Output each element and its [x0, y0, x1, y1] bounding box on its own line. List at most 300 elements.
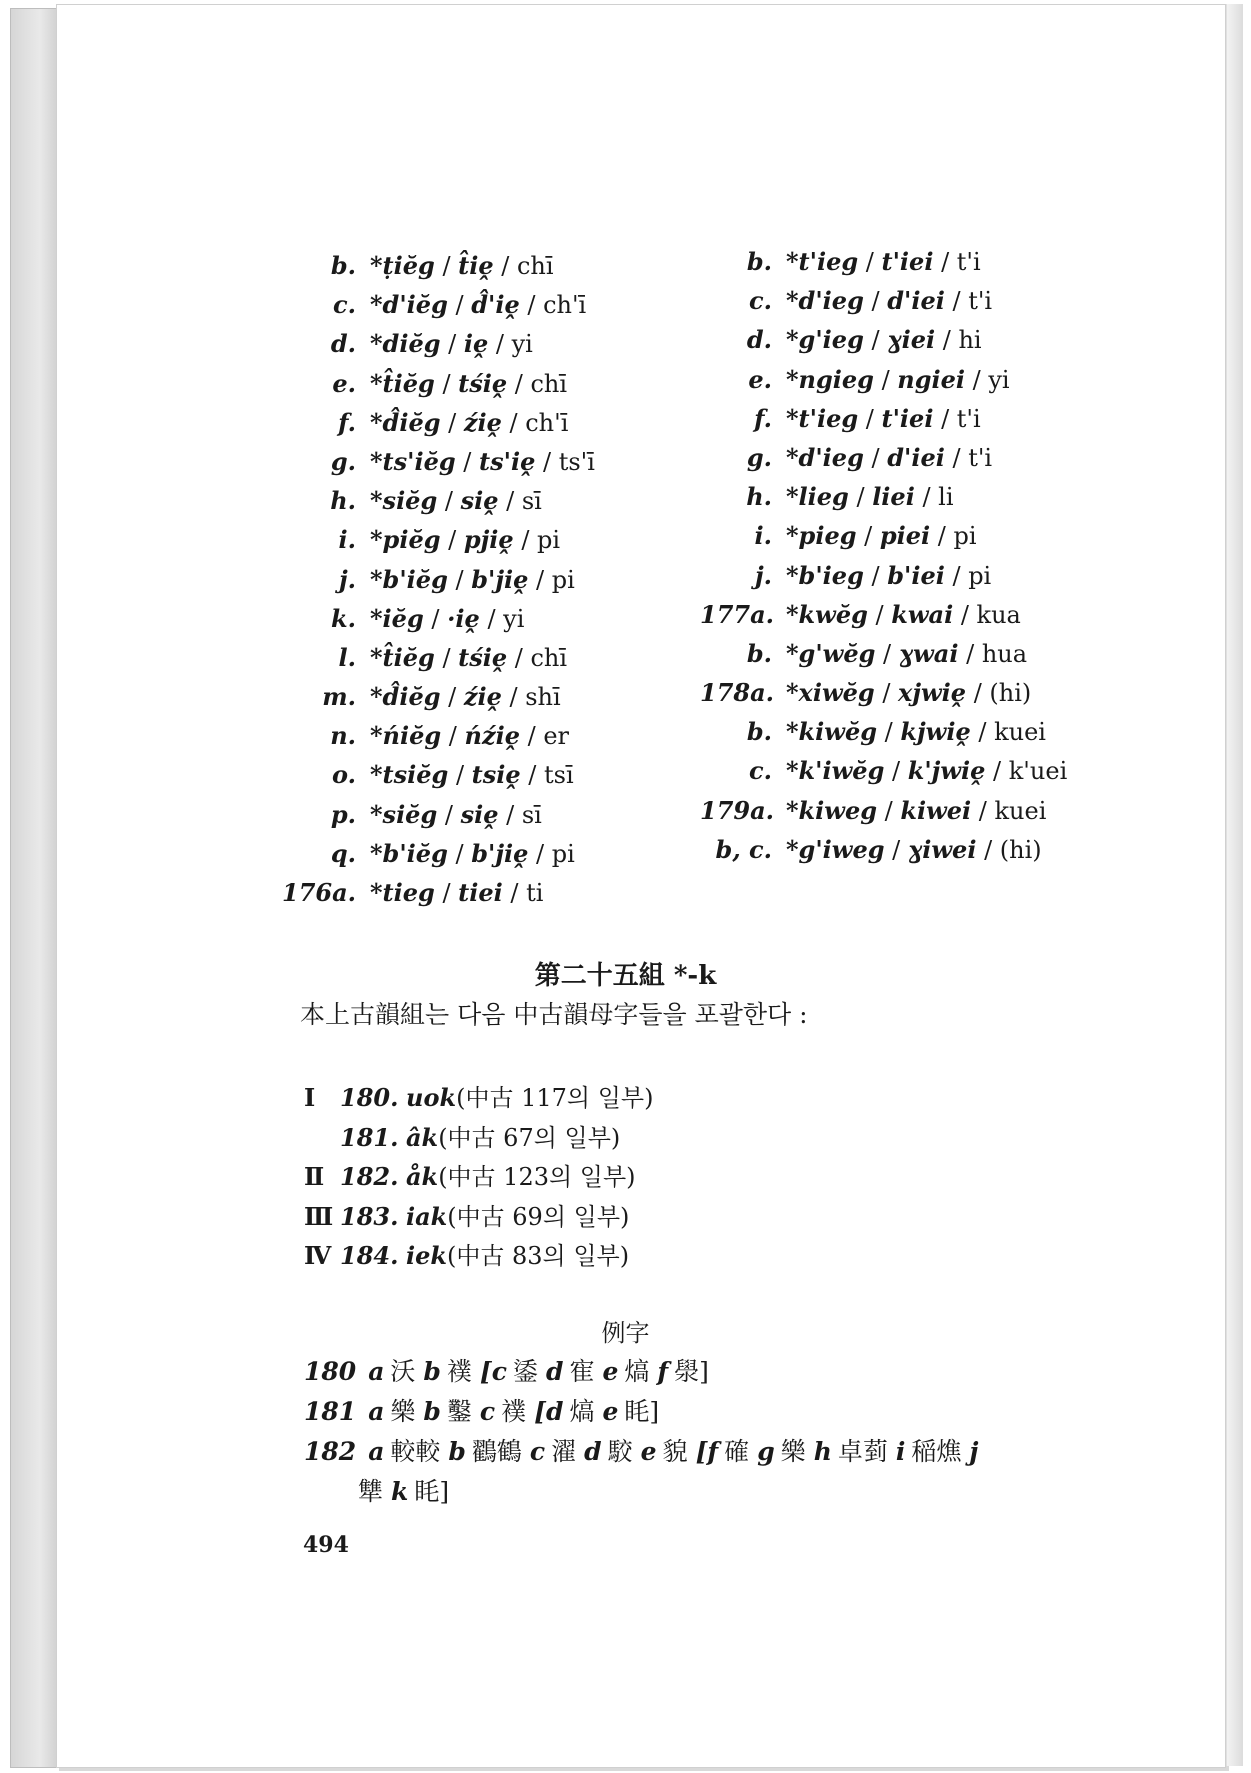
- entry-row: [282, 716, 722, 755]
- separator: /: [434, 879, 459, 907]
- mandarin-reading: (hi): [989, 679, 1032, 708]
- entry-label: i.: [754, 521, 772, 551]
- separator: /: [953, 600, 977, 629]
- example-letter: c: [479, 1397, 496, 1426]
- ancient-reading: siḙ: [460, 799, 499, 829]
- ancient-reading: tsiḙ: [471, 760, 521, 790]
- example-item: [423, 1357, 472, 1386]
- rime-description: [406, 1124, 620, 1152]
- rime-description: [406, 1084, 653, 1112]
- example-char: 襆: [501, 1397, 527, 1426]
- entry-readings: [370, 324, 533, 364]
- separator: /: [479, 604, 504, 633]
- separator: /: [970, 718, 995, 747]
- separator: /: [848, 483, 873, 512]
- example-char: 樂: [780, 1437, 806, 1466]
- entry-row: [700, 516, 1140, 555]
- entry-label: 177a.: [700, 599, 775, 629]
- example-letter: e: [602, 1357, 619, 1386]
- ancient-reading: tśiḙ: [458, 642, 508, 672]
- rime-number: 180.: [340, 1083, 399, 1112]
- example-letter: a: [368, 1397, 385, 1426]
- separator: /: [985, 757, 1009, 786]
- archaic-reading: *xiwĕg: [786, 678, 875, 708]
- division-numeral: Ⅱ: [304, 1162, 325, 1191]
- mandarin-reading: t'i: [968, 443, 993, 472]
- entry-label: h.: [330, 486, 356, 516]
- mandarin-reading: pi: [953, 522, 977, 551]
- separator: /: [933, 404, 957, 433]
- entry-readings: [370, 638, 567, 678]
- example-char: 鑿: [446, 1397, 472, 1426]
- archaic-reading: *piĕg: [370, 525, 441, 555]
- entry-readings: [786, 712, 1046, 752]
- archaic-reading: *b'iĕg: [370, 838, 448, 868]
- archaic-reading: *ṭiĕg: [370, 251, 435, 280]
- example-item: [480, 1357, 538, 1386]
- separator: /: [520, 761, 544, 790]
- entry-row: [700, 438, 1140, 477]
- mandarin-reading: kuei: [994, 718, 1046, 747]
- entry-label: l.: [338, 642, 356, 672]
- entry-readings: [786, 791, 1046, 831]
- ancient-reading: ·iḙ: [447, 603, 480, 633]
- example-char: 犨: [358, 1477, 384, 1506]
- archaic-reading: *d'ieg: [786, 442, 864, 472]
- ancient-reading: iḙ: [463, 329, 489, 359]
- example-letter: h: [813, 1437, 832, 1466]
- example-letter: d: [545, 1357, 564, 1386]
- separator: /: [930, 522, 954, 551]
- archaic-reading: *d̂iĕg: [370, 407, 441, 437]
- entry-row: [700, 556, 1140, 595]
- archaic-reading: *ńiĕg: [370, 721, 442, 751]
- mandarin-reading: k'uei: [1008, 757, 1068, 786]
- ancient-reading: b'jiḙ: [471, 838, 529, 868]
- entry-readings: [370, 285, 586, 325]
- example-char: 確: [724, 1437, 750, 1466]
- separator: /: [434, 369, 459, 398]
- separator: /: [944, 287, 969, 316]
- rime-group-row: [304, 1157, 653, 1197]
- entry-readings: [370, 403, 568, 443]
- example-char: 熇: [624, 1357, 650, 1386]
- archaic-reading: *tieg: [370, 878, 435, 907]
- archaic-reading: *kiweg: [786, 795, 878, 825]
- entry-readings: [370, 560, 575, 600]
- separator: /: [448, 761, 472, 790]
- page-edge: [1226, 4, 1243, 1766]
- entry-row: [282, 638, 722, 677]
- entry-label: j.: [754, 560, 772, 590]
- archaic-reading: *k'iwĕg: [786, 756, 885, 786]
- entry-readings: [786, 281, 992, 321]
- separator: /: [867, 600, 892, 629]
- entry-label: b.: [746, 247, 772, 276]
- division-numeral: I: [304, 1083, 316, 1112]
- ancient-reading: kiwei: [900, 795, 972, 825]
- separator: /: [877, 796, 901, 825]
- entry-row: [282, 677, 722, 716]
- ancient-reading: liei: [872, 482, 915, 512]
- entry-readings: [786, 751, 1067, 791]
- example-item: [602, 1357, 649, 1386]
- example-item: [969, 1437, 984, 1466]
- example-char: 樂: [390, 1397, 416, 1426]
- entry-row: [700, 791, 1140, 830]
- example-char: 沃: [390, 1357, 416, 1386]
- entry-row: [282, 873, 722, 912]
- entry-row: [700, 673, 1140, 712]
- example-letter: e: [640, 1437, 657, 1466]
- example-char: 稲燋: [911, 1437, 962, 1466]
- entry-label: 179a.: [700, 795, 775, 825]
- example-continuation: [304, 1472, 1124, 1512]
- separator: /: [884, 757, 908, 786]
- separator: /: [856, 522, 880, 551]
- entry-readings: [370, 755, 574, 795]
- rime-description: [406, 1242, 629, 1270]
- separator: /: [966, 679, 990, 708]
- rime-note: (中古 123의 일부): [438, 1163, 636, 1191]
- example-letter: b: [423, 1357, 441, 1386]
- entry-label: d.: [746, 325, 772, 355]
- entry-label: j.: [338, 564, 356, 594]
- example-letter: b: [423, 1397, 441, 1426]
- example-letter: e: [602, 1397, 619, 1426]
- entry-row: [282, 560, 722, 599]
- separator: /: [437, 487, 461, 516]
- entry-readings: [786, 634, 1027, 674]
- ancient-reading: b'jiḙ: [471, 564, 529, 594]
- example-item: [391, 1477, 449, 1506]
- separator: /: [914, 483, 939, 512]
- rime-number: 184.: [340, 1241, 399, 1270]
- entry-readings: [786, 477, 954, 517]
- entry-label: f.: [338, 407, 356, 437]
- example-item: [368, 1357, 415, 1386]
- mandarin-reading: (hi): [999, 835, 1042, 864]
- ancient-reading: pjiḙ: [463, 525, 514, 555]
- example-letter: d: [584, 1437, 602, 1466]
- separator: /: [501, 408, 526, 437]
- ancient-reading: ts'iḙ: [479, 446, 536, 476]
- ancient-reading: b'iei: [887, 560, 945, 590]
- separator: /: [502, 879, 527, 907]
- example-char: 濯: [551, 1437, 577, 1466]
- archaic-reading: *d'iĕg: [370, 290, 448, 320]
- entry-row: [700, 281, 1140, 320]
- ancient-reading: ɣwai: [898, 638, 959, 668]
- mandarin-reading: chī: [530, 643, 568, 672]
- separator: /: [493, 252, 517, 280]
- ancient-reading: ɣiei: [887, 325, 936, 355]
- entry-label: g.: [746, 442, 772, 472]
- example-letter: [c: [479, 1357, 507, 1386]
- separator: /: [519, 722, 544, 751]
- entry-row: [700, 320, 1140, 359]
- archaic-reading: *b'ieg: [786, 560, 864, 590]
- mandarin-reading: kua: [976, 600, 1021, 629]
- separator: /: [884, 835, 908, 864]
- entry-row: [282, 285, 722, 324]
- example-item: [584, 1437, 633, 1466]
- separator: /: [863, 561, 888, 590]
- entry-readings: [370, 481, 542, 521]
- mandarin-reading: ts'ī: [558, 447, 595, 476]
- ancient-reading: xjwiḙ: [898, 678, 967, 708]
- example-char: 鋈: [512, 1357, 538, 1386]
- entry-label: q.: [330, 838, 356, 868]
- example-char: 襆: [446, 1357, 472, 1386]
- entry-readings: [786, 830, 1042, 870]
- ancient-reading: d̂'iḙ: [471, 290, 520, 320]
- example-item: [602, 1397, 659, 1426]
- example-characters: [304, 1352, 1124, 1512]
- example-item: [896, 1437, 962, 1466]
- separator: /: [437, 800, 461, 829]
- entry-label: h.: [746, 482, 772, 512]
- mandarin-reading: tsī: [544, 761, 574, 790]
- example-letter: b: [448, 1437, 466, 1466]
- mandarin-reading: shī: [525, 683, 561, 712]
- mandarin-reading: t'i: [956, 248, 981, 276]
- mandarin-reading: t'i: [968, 287, 993, 316]
- entry-readings: [786, 556, 991, 596]
- archaic-reading: *t'ieg: [786, 403, 859, 433]
- mandarin-reading: kuei: [994, 796, 1047, 825]
- separator: /: [434, 643, 459, 672]
- section-title: 第二十五組 *-k: [534, 961, 717, 991]
- example-letter: a: [368, 1357, 385, 1386]
- archaic-reading: *tsiĕg: [370, 760, 449, 790]
- ancient-reading: d'iei: [887, 442, 945, 472]
- archaic-reading: *g'ieg: [786, 325, 864, 355]
- mandarin-reading: yi: [503, 604, 525, 633]
- example-item: [814, 1437, 888, 1466]
- mandarin-reading: yi: [988, 365, 1010, 394]
- rime-final: uok: [406, 1083, 457, 1112]
- example-item: [480, 1397, 526, 1426]
- archaic-reading: *t'ieg: [786, 247, 859, 276]
- ancient-reading: t'iei: [881, 403, 934, 433]
- rime-group-list: [304, 1078, 653, 1276]
- separator: /: [447, 565, 472, 594]
- archaic-reading: *lieg: [786, 482, 849, 512]
- example-number: 181: [304, 1397, 357, 1426]
- rime-final: iak: [406, 1201, 448, 1231]
- rime-number: 182.: [340, 1162, 399, 1191]
- separator: /: [875, 639, 899, 668]
- example-number: 180: [304, 1357, 357, 1386]
- example-item: [534, 1397, 594, 1426]
- entry-label: d.: [330, 329, 356, 359]
- right-entry-column: [700, 242, 1140, 869]
- entry-row: [282, 834, 722, 873]
- example-letter: f: [657, 1357, 669, 1386]
- example-char: 駮: [607, 1437, 633, 1466]
- entry-readings: [786, 438, 992, 478]
- example-char: 較較: [390, 1437, 441, 1466]
- mandarin-reading: t'i: [956, 404, 981, 433]
- entry-label: 178a.: [700, 678, 775, 708]
- entry-readings: [786, 320, 982, 360]
- entry-readings: [370, 716, 569, 756]
- entry-readings: [786, 242, 981, 282]
- entry-label: c.: [749, 756, 772, 786]
- example-char: 貌: [662, 1437, 688, 1466]
- entry-row: [282, 246, 722, 285]
- separator: /: [447, 839, 472, 868]
- example-char: 鸐鶴: [471, 1437, 522, 1466]
- mandarin-reading: yi: [511, 330, 533, 359]
- entry-row: [282, 442, 722, 481]
- entry-label: e.: [332, 368, 356, 398]
- entry-label: n.: [330, 721, 356, 751]
- ancient-reading: t'iei: [881, 247, 934, 276]
- entry-readings: [370, 677, 561, 717]
- mandarin-reading: sī: [521, 487, 542, 516]
- separator: /: [513, 526, 538, 555]
- rime-note: (中古 69의 일부): [447, 1202, 630, 1231]
- archaic-reading: *ngieg: [786, 364, 874, 394]
- example-row: [304, 1432, 1124, 1512]
- examples-title: 例字: [601, 1319, 650, 1347]
- example-char: 卓菿: [837, 1437, 888, 1466]
- page-number: 494: [303, 1532, 349, 1558]
- entry-row: [282, 520, 722, 559]
- separator: /: [944, 561, 969, 590]
- separator: /: [873, 365, 898, 394]
- separator: /: [440, 526, 464, 555]
- entry-readings: [786, 673, 1031, 713]
- example-item: [757, 1437, 806, 1466]
- entry-row: [700, 242, 1140, 281]
- separator: /: [434, 252, 459, 280]
- example-item: [448, 1437, 522, 1466]
- example-letter: a: [368, 1437, 385, 1466]
- entry-row: [282, 481, 722, 520]
- left-entry-column: [282, 246, 722, 912]
- entry-readings: [786, 595, 1021, 635]
- mandarin-reading: pi: [551, 565, 575, 594]
- example-item: [358, 1477, 383, 1506]
- separator: /: [958, 639, 982, 668]
- archaic-reading: *kwĕg: [786, 599, 868, 629]
- separator: /: [858, 248, 882, 276]
- rime-group-row: [304, 1197, 653, 1237]
- entry-row: [700, 360, 1140, 399]
- mandarin-reading: chī: [516, 252, 554, 280]
- entry-readings: [370, 520, 560, 560]
- mandarin-reading: hi: [958, 326, 982, 355]
- separator: /: [535, 447, 559, 476]
- rime-group-row: [304, 1118, 653, 1158]
- rime-note: (中古 67의 일부): [438, 1123, 621, 1152]
- entry-readings: [370, 834, 575, 874]
- ancient-reading: t̂iḙ: [458, 251, 494, 280]
- mandarin-reading: ch'ī: [525, 408, 569, 437]
- ancient-reading: ngiei: [897, 364, 966, 394]
- mandarin-reading: er: [543, 722, 570, 751]
- mandarin-reading: pi: [537, 526, 561, 555]
- entry-readings: [786, 399, 981, 439]
- separator: /: [507, 369, 531, 398]
- separator: /: [863, 443, 888, 472]
- mandarin-reading: ch'ī: [543, 291, 587, 320]
- entry-label: p.: [330, 799, 356, 829]
- archaic-reading: *ts'iĕg: [370, 446, 456, 476]
- ancient-reading: d'iei: [887, 286, 945, 316]
- entry-label: b.: [746, 638, 772, 668]
- separator: /: [507, 643, 531, 672]
- entry-label: c.: [333, 290, 356, 320]
- rime-final: âk: [406, 1122, 439, 1152]
- example-row: [304, 1392, 1124, 1432]
- ancient-reading: tiei: [458, 878, 503, 907]
- ancient-reading: kjwiḙ: [900, 717, 971, 747]
- entry-row: [282, 324, 722, 363]
- example-letter: c: [529, 1437, 546, 1466]
- rime-group-row: [304, 1236, 653, 1276]
- ancient-reading: ńźiḙ: [464, 721, 520, 751]
- separator: /: [440, 683, 464, 712]
- entry-label: o.: [332, 760, 356, 790]
- separator: /: [976, 835, 1000, 864]
- mandarin-reading: ti: [526, 879, 544, 907]
- separator: /: [501, 683, 526, 712]
- example-letter: i: [895, 1437, 906, 1466]
- example-item: [423, 1397, 472, 1426]
- example-char: 眊]: [624, 1397, 660, 1426]
- separator: /: [528, 839, 552, 868]
- division-numeral: Ⅳ: [304, 1241, 332, 1270]
- ancient-reading: źiḙ: [463, 407, 502, 437]
- entry-label: g.: [330, 446, 356, 476]
- separator: /: [858, 404, 882, 433]
- entry-readings: [786, 360, 1010, 400]
- example-item: [530, 1437, 576, 1466]
- rime-description: [406, 1203, 629, 1231]
- separator: /: [863, 326, 888, 355]
- entry-readings: [370, 246, 554, 286]
- mandarin-reading: hua: [981, 639, 1028, 668]
- rime-number: 181.: [340, 1122, 399, 1152]
- archaic-reading: *g'wĕg: [786, 638, 876, 668]
- separator: /: [935, 326, 959, 355]
- example-letter: k: [391, 1477, 409, 1506]
- example-number: 182: [304, 1437, 357, 1466]
- entry-readings: [370, 795, 542, 835]
- separator: /: [863, 287, 888, 316]
- ancient-reading: tśiḙ: [458, 368, 508, 398]
- entry-row: [282, 795, 722, 834]
- entry-label: m.: [322, 682, 356, 712]
- separator: /: [498, 487, 522, 516]
- entry-row: [700, 751, 1140, 790]
- rime-note: (中古 83의 일부): [447, 1242, 630, 1270]
- entry-readings: [786, 516, 977, 556]
- example-char: 寉: [569, 1357, 595, 1386]
- separator: /: [488, 330, 512, 359]
- archaic-reading: *b'iĕg: [370, 564, 448, 594]
- entry-row: [700, 712, 1140, 751]
- separator: /: [877, 718, 901, 747]
- entry-row: [282, 755, 722, 794]
- entry-readings: [370, 364, 567, 404]
- separator: /: [944, 443, 969, 472]
- entry-label: i.: [338, 525, 356, 555]
